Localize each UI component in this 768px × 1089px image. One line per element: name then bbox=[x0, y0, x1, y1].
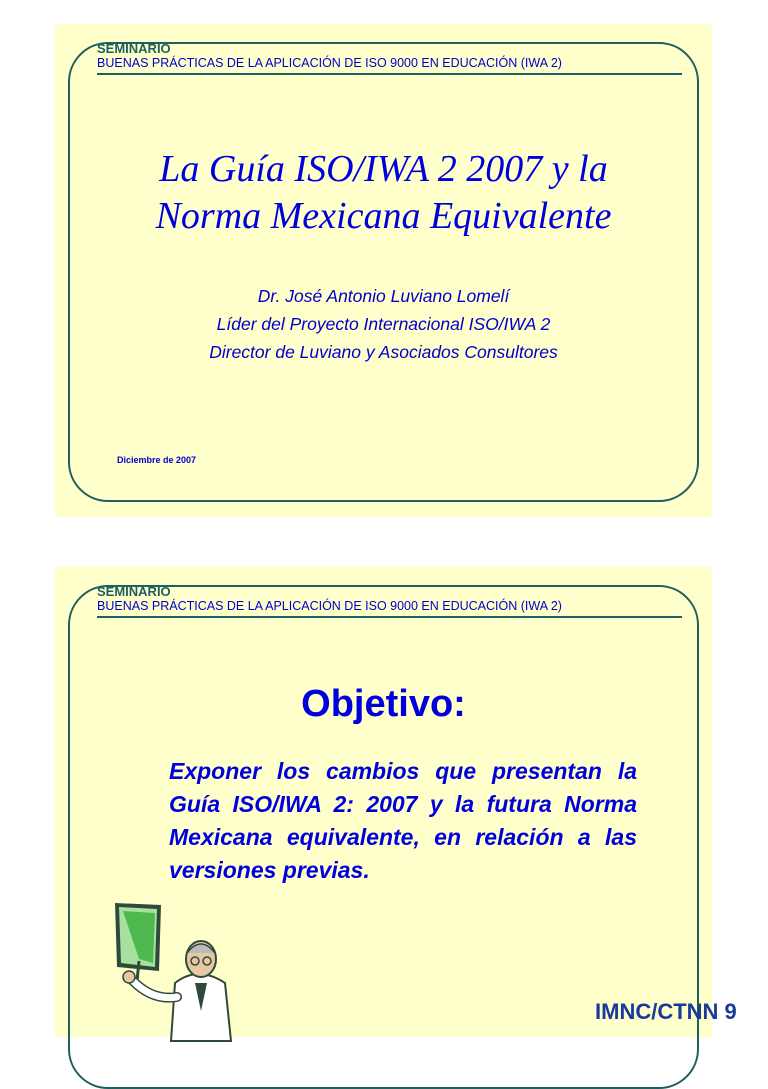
title-line-2: Norma Mexicana Equivalente bbox=[155, 195, 612, 237]
slide-date: Diciembre de 2007 bbox=[117, 455, 197, 465]
slide-2 bbox=[55, 567, 737, 1037]
objective-heading: Objetivo: bbox=[301, 683, 466, 725]
footer-code: IMNC/CTNN 9 bbox=[595, 999, 737, 1024]
seminar-header bbox=[97, 584, 682, 618]
seminar-header bbox=[97, 41, 682, 75]
seminar-subtitle: BUENAS PRÁCTICAS DE LA APLICACIÓN DE ISO 9000 EN EDUCACIÓN (IWA 2) bbox=[97, 56, 562, 70]
author-role: Líder del Proyecto Internacional ISO/IWA 2 bbox=[216, 314, 551, 334]
author-block bbox=[95, 282, 672, 366]
slide-title bbox=[95, 146, 672, 240]
seminar-subtitle: BUENAS PRÁCTICAS DE LA APLICACIÓN DE ISO 9000 EN EDUCACIÓN (IWA 2) bbox=[97, 599, 562, 613]
objective-text: Exponer los cambios que presentan la Guía ISO/IWA 2: 2007 y la futura Norma Mexicana equivalente, en relación a las versiones previas. bbox=[169, 758, 637, 883]
seminar-label: SEMINARIO bbox=[97, 41, 171, 56]
author-name: Dr. José Antonio Luviano Lomelí bbox=[257, 286, 510, 306]
title-line-1: La Guía ISO/IWA 2 2007 y la bbox=[159, 148, 608, 190]
seminar-label: SEMINARIO bbox=[97, 584, 171, 599]
presenter-with-chart-icon bbox=[103, 901, 243, 1041]
slide-frame bbox=[68, 42, 699, 502]
author-company: Director de Luviano y Asociados Consultores bbox=[209, 342, 558, 362]
slide-1 bbox=[55, 24, 712, 517]
